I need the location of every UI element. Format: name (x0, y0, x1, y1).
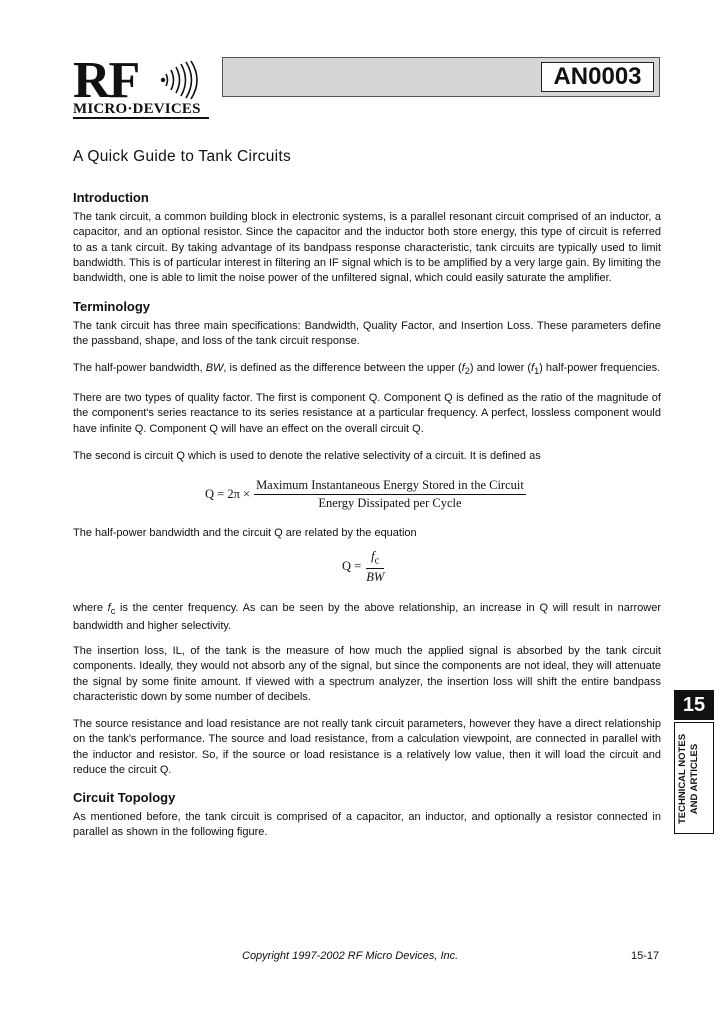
terminology-paragraph-2: The half-power bandwidth, BW, is defined as the difference between the upper $(f_2)$ and lower $(f_1)$ half-power frequencies. (73, 362, 661, 377)
terminology-paragraph-5: The half-power bandwidth and the circuit Q are related by the equation (73, 527, 417, 539)
logo-subtitle: MICRO·DEVICES (73, 101, 201, 117)
equation-q-bandwidth: Q = $\frac{f_c}{BW}$ (342, 549, 385, 584)
footer-page-number: 15-17 (631, 950, 660, 962)
terminology-paragraph-3: There are two types of quality factor. The first is component Q. Component Q is defined as the ratio of the magnitude of the component's series reactance to its series resistance at a particular frequency. A perfect, lossless component would have infinite Q. Component Q will have an effect on the overall circuit Q. (73, 392, 661, 435)
terminology-heading: Terminology (73, 299, 151, 314)
terminology-paragraph-1: The tank circuit has three main specifications: Bandwidth, Quality Factor, and Insertion Loss. These parameters define the passband, shape, and loss of the tank circuit response. (73, 320, 661, 348)
introduction-heading: Introduction (73, 190, 149, 205)
logo-rf: RF (73, 52, 139, 109)
footer-copyright: Copyright 1997-2002 RF Micro Devices, Inc. (242, 950, 459, 962)
page-title: A Quick Guide to Tank Circuits (73, 148, 292, 165)
terminology-paragraph-8: The source resistance and load resistance are not really tank circuit parameters, however they have a direct relationship on the tank's performance. The source and load resistance, from a calculation viewpoint, are connected in parallel with the inductor and resistor. So, if the source or load resistance is a relatively low value, then it will load the circuit and reduce the circuit Q. (73, 718, 661, 776)
terminology-paragraph-4: The second is circuit Q which is used to denote the relative selectivity of a circuit. It is defined as (73, 450, 541, 462)
terminology-paragraph-7: The insertion loss, IL, of the tank is the measure of how much the applied signal is absorbed by the tank circuit components. Ideally, they would not absorb any of the signal, but since the components are not ideal, they will attenuate the signal by some finite amount. If viewed with a spectrum analyzer, the insertion loss will shift the entire bandpass characteristic down by some number of decibels. (73, 645, 661, 703)
introduction-paragraph: The tank circuit, a common building block in electronic systems, is a parallel resonant circuit comprised of an inductor, a capacitor, and an optional resistor. Since the capacitor and the inductor both store energy, this type of circuit is referred to as a tank circuit. By taking advantage of its bandpass response characteristic, tank circuits are typically used to limit bandwidth. This is of particular interest in filtering an IF signal which is to be amplified by a very large gain. By limiting the bandwidth, one is able to limit the noise power of the unfiltered signal, which could easily saturate the amplifier. (73, 211, 661, 285)
circuit-topology-heading: Circuit Topology (73, 790, 176, 805)
section-tab-label: TECHNICAL NOTES AND ARTICLES (677, 733, 700, 825)
section-tab-number: 15 (674, 690, 714, 720)
equation-circuit-q: Q = 2π × $\frac{\text{Maximum Instantaneous Energy Stored in the Circuit}}{\text{Energy Dissipated per Cycle}}$ (205, 478, 524, 510)
terminology-paragraph-6: where $f_c$ is the center frequency. As can be seen by the above relationship, an increase in Q will result in narrower bandwidth and higher selectivity. (73, 602, 661, 633)
radio-waves-icon (160, 60, 210, 100)
logo-underline (73, 117, 209, 119)
document-id: AN0003 (541, 62, 654, 92)
circuit-topology-paragraph: As mentioned before, the tank circuit is comprised of a capacitor, an inductor, and optionally a resistor connected in parallel as shown in the following figure. (73, 811, 661, 839)
